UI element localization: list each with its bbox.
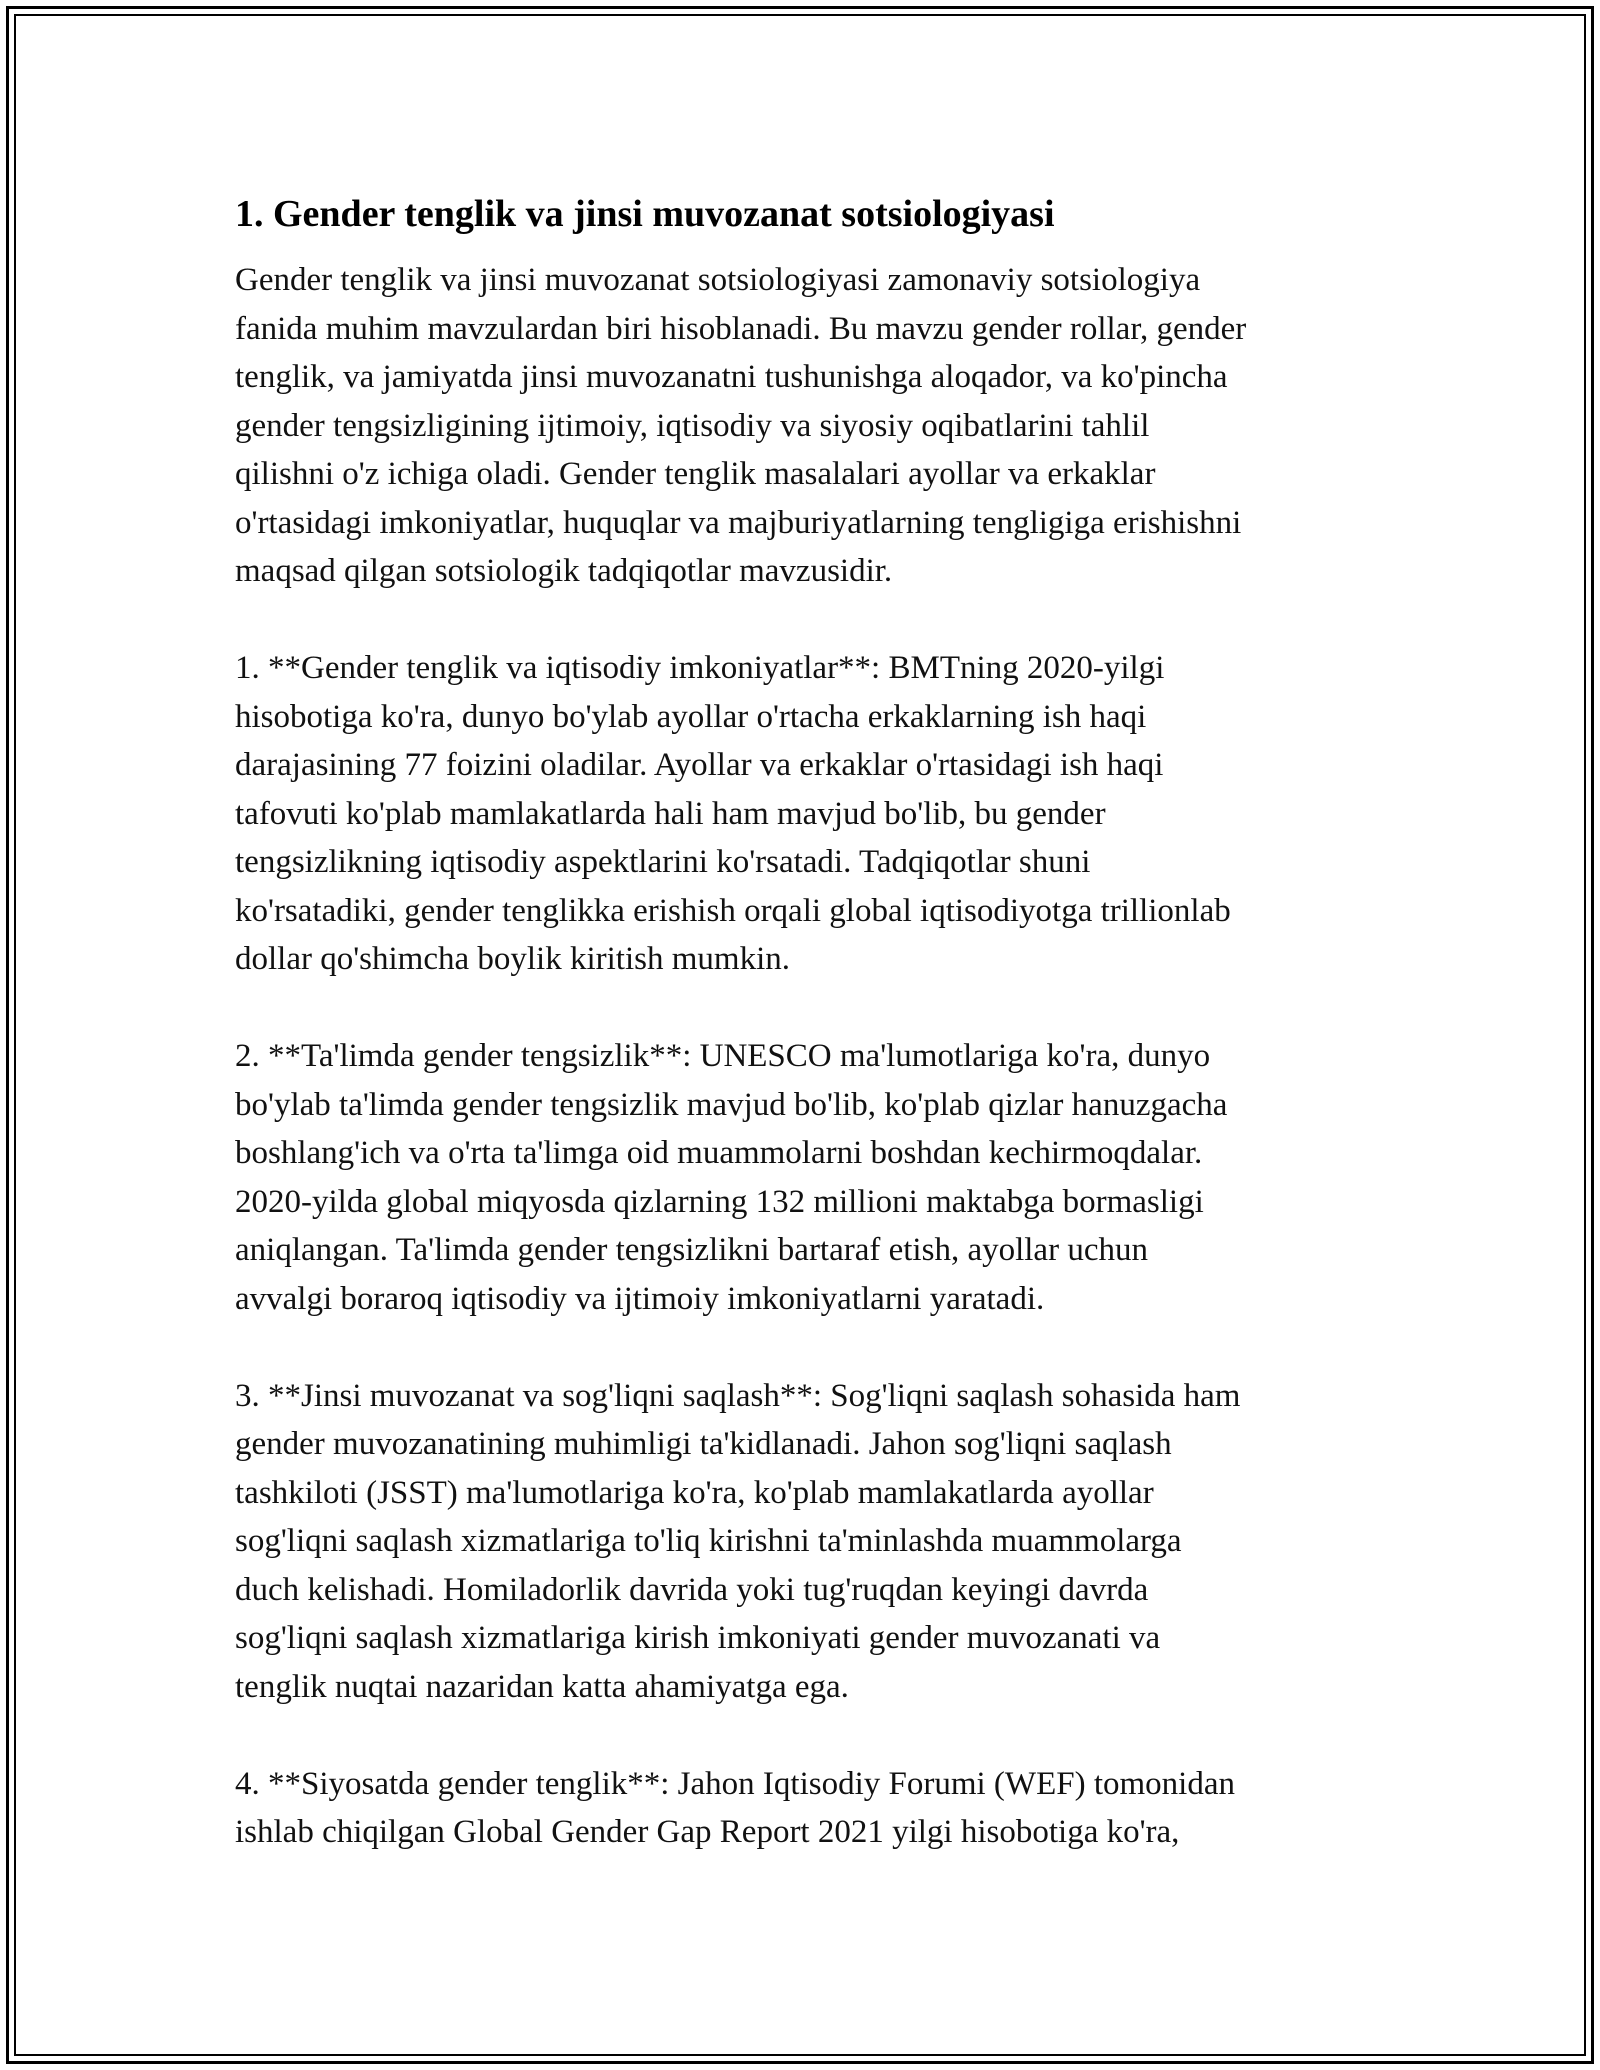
paragraph-education-inequality: 2. **Ta'limda gender tengsizlik**: UNESCO ma'lumotlariga ko'ra, dunyo bo'ylab ta'limda gender tengsizlik mavjud bo'lib, ko'plab qizlar hanuzgacha boshlang'ich va o'rta ta'limga oid muammolarni boshdan kechirmoqdalar. 2020-yilda global miqyosda qizlarning 132 millioni maktabga bormasligi aniqlangan. Ta'limda gender tengsizlikni bartaraf etish, ayollar uchun avvalgi boraroq iqtisodiy va ijtimoiy imkoniyatlarni yaratadi.	[235, 1038, 1228, 1317]
paragraph-health-care: 3. **Jinsi muvozanat va sog'liqni saqlash**: Sog'liqni saqlash sohasida ham gender muvozanatining muhimligi ta'kidlanadi. Jahon sog'liqni saqlash tashkiloti (JSST) ma'lumotlariga ko'ra, ko'plab mamlakatlarda ayollar sog'liqni saqlash xizmatlariga to'liq kirishni ta'minlashda muammolarga duch kelishadi. Homiladorlik davrida yoki tug'ruqdan keyingi davrda sog'liqni saqlash xizmatlariga kirish imkoniyati gender muvozanati va tenglik nuqtai nazaridan katta ahamiyatga ega.	[235, 1377, 1241, 1705]
intro-paragraph: Gender tenglik va jinsi muvozanat sotsiologiyasi zamonaviy sotsiologiya fanida muhim mavzulardan biri hisoblanadi. Bu mavzu gender rollar, gender tenglik, va jamiyatda jinsi muvozanatni tushunishga aloqador, va ko'pincha gender tengsizligining ijtimoiy, iqtisodiy va siyosiy oqibatlarini tahlil qilishni o'z ichiga oladi. Gender tenglik masalalari ayollar va erkaklar o'rtasidagi imkoniyatlar, huquqlar va majburiyatlarning tengligiga erishishni maqsad qilgan sotsiologik tadqiqotlar mavzusidir.	[235, 262, 1247, 589]
document-page	[235, 186, 1385, 1905]
paragraph-economic-opportunities: 1. **Gender tenglik va iqtisodiy imkoniyatlar**: BMTning 2020-yilgi hisobotiga ko'ra, dunyo bo'ylab ayollar o'rtacha erkaklarning ish haqi darajasining 77 foizini oladilar. Ayollar va erkaklar o'rtasidagi ish haqi tafovuti ko'plab mamlakatlarda hali ham mavjud bo'lib, bu gender tengsizlikning iqtisodiy aspektlarini ko'rsatadi. Tadqiqotlar shuni ko'rsatadiki, gender tenglikka erishish orqali global iqtisodiyotga trillionlab dollar qo'shimcha boylik kiritish mumkin.	[235, 650, 1231, 977]
section-title: 1. Gender tenglik va jinsi muvozanat sotsiologiyasi	[235, 193, 1055, 235]
paragraph-politics: 4. **Siyosatda gender tenglik**: Jahon Iqtisodiy Forumi (WEF) tomonidan ishlab chiqilgan Global Gender Gap Report 2021 yilgi hisobotiga ko'ra,	[235, 1765, 1235, 1850]
